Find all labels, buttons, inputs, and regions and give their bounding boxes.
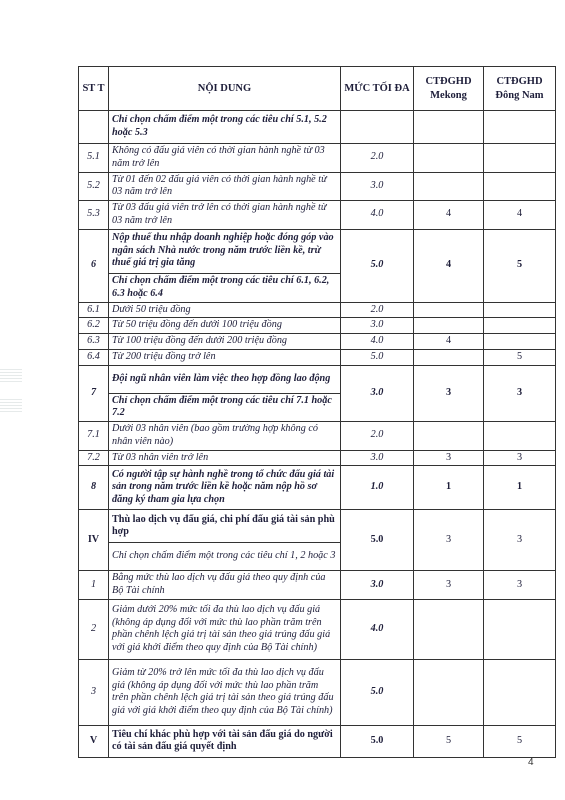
content-cell: Đội ngũ nhân viên làm việc theo hợp đồng lao động bbox=[109, 365, 341, 393]
dong-nam-cell: 3 bbox=[484, 450, 556, 466]
mekong-cell: 5 bbox=[414, 725, 484, 757]
stt-cell: 7.2 bbox=[79, 450, 109, 466]
table-row bbox=[79, 201, 556, 230]
max-cell: 2.0 bbox=[341, 422, 414, 451]
mekong-cell bbox=[414, 349, 484, 365]
stt-cell: 5.2 bbox=[79, 172, 109, 201]
content-cell: Chỉ chọn chấm điểm một trong các tiêu chí 6.1, 6.2, 6.3 hoặc 6.4 bbox=[109, 273, 341, 302]
max-cell: 5.0 bbox=[341, 659, 414, 725]
table-row bbox=[79, 659, 556, 725]
table-row bbox=[79, 450, 556, 466]
stt-cell: 1 bbox=[79, 571, 109, 600]
max-cell: 2.0 bbox=[341, 144, 414, 173]
dong-nam-cell bbox=[484, 172, 556, 201]
mekong-cell: 4 bbox=[414, 334, 484, 350]
mekong-cell bbox=[414, 302, 484, 318]
dong-nam-cell: 4 bbox=[484, 201, 556, 230]
max-cell: 5.0 bbox=[341, 725, 414, 757]
mekong-cell bbox=[414, 172, 484, 201]
header-dong-nam: CTĐGHD Đông Nam bbox=[484, 67, 556, 111]
table-header-row bbox=[79, 67, 556, 111]
stt-cell: 8 bbox=[79, 466, 109, 510]
table-row bbox=[79, 365, 556, 393]
dong-nam-cell: 5 bbox=[484, 229, 556, 302]
content-cell: Thù lao dịch vụ đấu giá, chi phí đấu giá tài sản phù hợp bbox=[109, 510, 341, 543]
max-cell: 5.0 bbox=[341, 510, 414, 571]
max-cell: 3.0 bbox=[341, 571, 414, 600]
mekong-cell bbox=[414, 599, 484, 659]
stt-cell: IV bbox=[79, 510, 109, 571]
max-cell: 5.0 bbox=[341, 349, 414, 365]
mekong-cell: 3 bbox=[414, 571, 484, 600]
scan-edge-mark bbox=[0, 398, 22, 412]
stt-cell: 7.1 bbox=[79, 422, 109, 451]
max-cell: 3.0 bbox=[341, 450, 414, 466]
header-max-score: MỨC TỐI ĐA bbox=[341, 67, 414, 111]
mekong-cell bbox=[414, 318, 484, 334]
dong-nam-cell: 5 bbox=[484, 349, 556, 365]
table-row bbox=[79, 172, 556, 201]
max-cell: 1.0 bbox=[341, 466, 414, 510]
content-cell: Từ 200 triệu đồng trở lên bbox=[109, 349, 341, 365]
stt-cell bbox=[79, 111, 109, 144]
criteria-table bbox=[78, 66, 556, 758]
stt-cell: 3 bbox=[79, 659, 109, 725]
table-row bbox=[79, 318, 556, 334]
dong-nam-cell: 3 bbox=[484, 571, 556, 600]
table-row bbox=[79, 510, 556, 543]
stt-cell: 7 bbox=[79, 365, 109, 422]
dong-nam-cell bbox=[484, 111, 556, 144]
content-cell: Chỉ chọn chấm điểm một trong các tiêu chí 5.1, 5.2 hoặc 5.3 bbox=[109, 111, 341, 144]
page-number: 4 bbox=[528, 757, 534, 768]
max-cell bbox=[341, 111, 414, 144]
content-cell: Từ 01 đến 02 đấu giá viên có thời gian hành nghề từ 03 năm trở lên bbox=[109, 172, 341, 201]
max-cell: 2.0 bbox=[341, 302, 414, 318]
content-cell: Giảm dưới 20% mức tối đa thù lao dịch vụ đấu giá (không áp dụng đối với mức thù lao phần trăm trên phần chênh lệch giá trị tài sản theo giá trúng đấu giá với giá khởi điểm theo quy định của Bộ Tài chính) bbox=[109, 599, 341, 659]
table-row bbox=[79, 144, 556, 173]
max-cell: 5.0 bbox=[341, 229, 414, 302]
max-cell: 3.0 bbox=[341, 318, 414, 334]
max-cell: 4.0 bbox=[341, 334, 414, 350]
content-cell: Nộp thuế thu nhập doanh nghiệp hoặc đóng góp vào ngân sách Nhà nước trong năm trước liền kề, trừ thuế giá trị gia tăng bbox=[109, 229, 341, 273]
content-cell: Từ 100 triệu đồng đến dưới 200 triệu đồng bbox=[109, 334, 341, 350]
header-stt: ST T bbox=[79, 67, 109, 111]
header-mekong: CTĐGHD Mekong bbox=[414, 67, 484, 111]
table-row bbox=[79, 571, 556, 600]
content-cell: Từ 03 đấu giá viên trở lên có thời gian hành nghề từ 03 năm trở lên bbox=[109, 201, 341, 230]
stt-cell: 5.3 bbox=[79, 201, 109, 230]
table-row bbox=[79, 302, 556, 318]
mekong-cell bbox=[414, 422, 484, 451]
table-row bbox=[79, 229, 556, 273]
dong-nam-cell bbox=[484, 318, 556, 334]
content-cell: Từ 50 triệu đồng đến dưới 100 triệu đồng bbox=[109, 318, 341, 334]
dong-nam-cell bbox=[484, 334, 556, 350]
scan-edge-mark bbox=[0, 368, 22, 382]
dong-nam-cell bbox=[484, 422, 556, 451]
table-row bbox=[79, 725, 556, 757]
mekong-cell: 4 bbox=[414, 229, 484, 302]
content-cell: Có người tập sự hành nghề trong tổ chức đấu giá tài sản trong năm trước liền kề hoặc năm nộp hồ sơ đăng ký tham gia lựa chọn bbox=[109, 466, 341, 510]
stt-cell: 2 bbox=[79, 599, 109, 659]
content-cell: Dưới 03 nhân viên (bao gồm trường hợp không có nhân viên nào) bbox=[109, 422, 341, 451]
stt-cell: 6 bbox=[79, 229, 109, 302]
stt-cell: V bbox=[79, 725, 109, 757]
content-cell: Chỉ chọn chấm điểm một trong các tiêu chí 1, 2 hoặc 3 bbox=[109, 543, 341, 571]
mekong-cell bbox=[414, 111, 484, 144]
dong-nam-cell bbox=[484, 144, 556, 173]
content-cell: Tiêu chí khác phù hợp với tài sản đấu giá do người có tài sản đấu giá quyết định bbox=[109, 725, 341, 757]
content-cell: Chỉ chọn chấm điểm một trong các tiêu chí 7.1 hoặc 7.2 bbox=[109, 393, 341, 422]
table-row bbox=[79, 422, 556, 451]
mekong-cell: 3 bbox=[414, 365, 484, 422]
dong-nam-cell: 3 bbox=[484, 510, 556, 571]
max-cell: 4.0 bbox=[341, 201, 414, 230]
mekong-cell: 3 bbox=[414, 450, 484, 466]
header-content: NỘI DUNG bbox=[109, 67, 341, 111]
max-cell: 3.0 bbox=[341, 172, 414, 201]
table-row bbox=[79, 466, 556, 510]
table-row bbox=[79, 111, 556, 144]
mekong-cell bbox=[414, 144, 484, 173]
dong-nam-cell: 1 bbox=[484, 466, 556, 510]
mekong-cell: 1 bbox=[414, 466, 484, 510]
mekong-cell: 4 bbox=[414, 201, 484, 230]
mekong-cell bbox=[414, 659, 484, 725]
dong-nam-cell bbox=[484, 599, 556, 659]
table-row bbox=[79, 334, 556, 350]
stt-cell: 6.2 bbox=[79, 318, 109, 334]
stt-cell: 5.1 bbox=[79, 144, 109, 173]
content-cell: Dưới 50 triệu đồng bbox=[109, 302, 341, 318]
table-row bbox=[79, 599, 556, 659]
dong-nam-cell bbox=[484, 302, 556, 318]
stt-cell: 6.4 bbox=[79, 349, 109, 365]
stt-cell: 6.1 bbox=[79, 302, 109, 318]
table-row bbox=[79, 349, 556, 365]
max-cell: 4.0 bbox=[341, 599, 414, 659]
content-cell: Từ 03 nhân viên trở lên bbox=[109, 450, 341, 466]
mekong-cell: 3 bbox=[414, 510, 484, 571]
max-cell: 3.0 bbox=[341, 365, 414, 422]
content-cell: Bằng mức thù lao dịch vụ đấu giá theo quy định của Bộ Tài chính bbox=[109, 571, 341, 600]
stt-cell: 6.3 bbox=[79, 334, 109, 350]
dong-nam-cell: 3 bbox=[484, 365, 556, 422]
dong-nam-cell bbox=[484, 659, 556, 725]
dong-nam-cell: 5 bbox=[484, 725, 556, 757]
content-cell: Không có đấu giá viên có thời gian hành nghề từ 03 năm trở lên bbox=[109, 144, 341, 173]
content-cell: Giảm từ 20% trở lên mức tối đa thù lao dịch vụ đấu giá (không áp dụng đối với mức thù lao phần trăm trên phần chênh lệch giá trị tài sản theo giá trúng đấu giá với giá khởi điểm theo quy định của Bộ Tài chính) bbox=[109, 659, 341, 725]
